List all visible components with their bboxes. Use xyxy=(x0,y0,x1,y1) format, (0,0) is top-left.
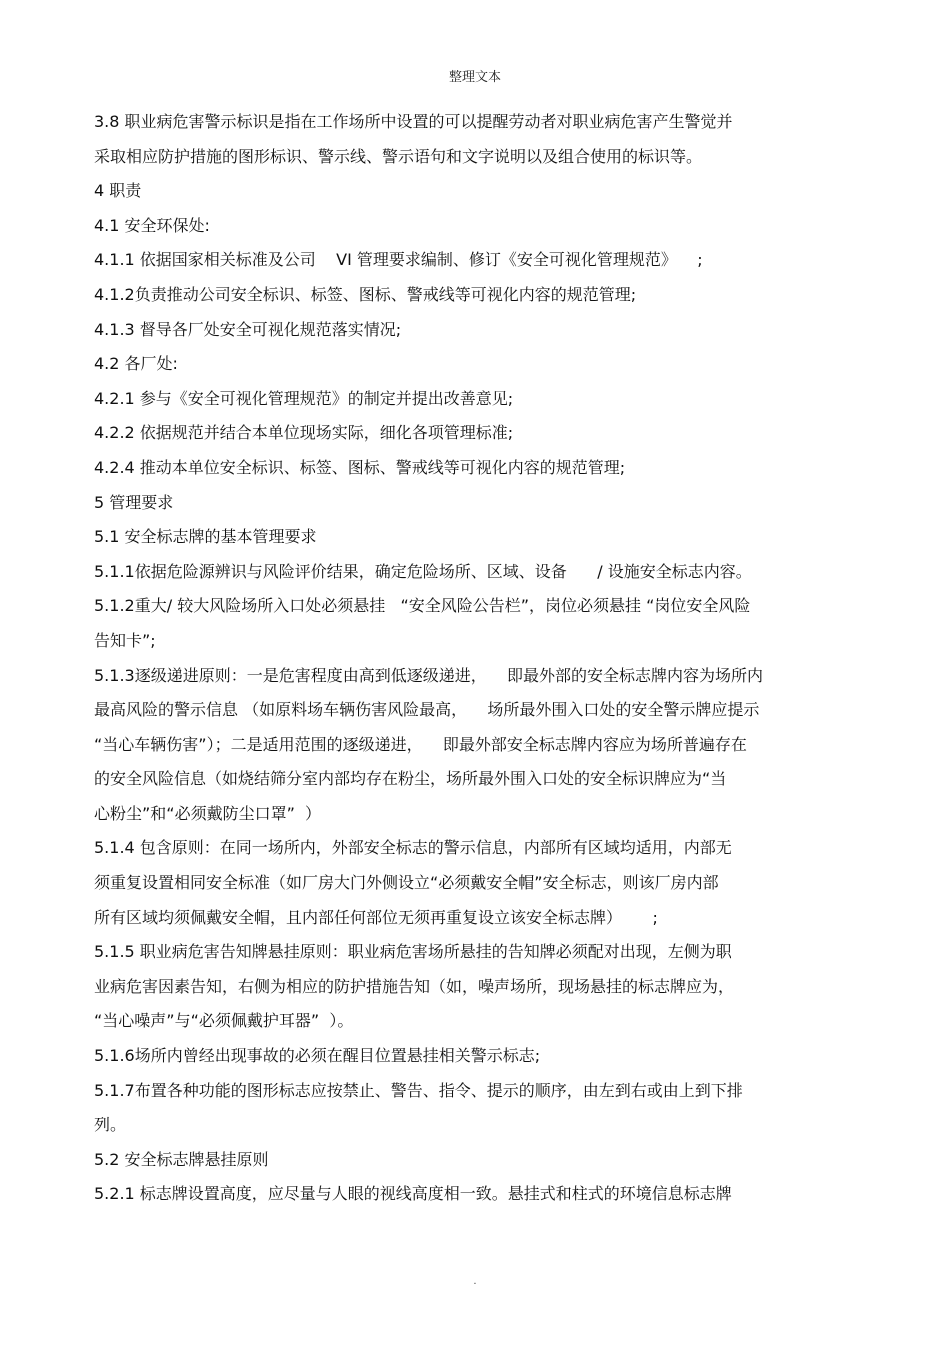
page-header: 整理文本 xyxy=(448,70,501,85)
text-line: 5.1 安全标志牌的基本管理要求 xyxy=(94,527,317,547)
text-line: 5.1.5 职业病危害告知牌悬挂原则：职业病危害场所悬挂的告知牌必须配对出现，左侧为职 xyxy=(94,942,732,962)
text-line: 告知卡”; xyxy=(94,630,156,650)
text-line: 5.1.2重大/ 较大风险场所入口处必须悬挂 “安全风险公告栏”，岗位必须悬挂 “岗位安全风险 xyxy=(94,596,751,616)
text-line: 的安全风险信息（如烧结筛分室内部均存在粉尘，场所最外围入口处的安全标识牌应为“当 xyxy=(94,769,727,789)
text-line: 5.2 安全标志牌悬挂原则 xyxy=(94,1149,269,1169)
text-line: 4.1.1 依据国家相关标准及公司 VI 管理要求编制、修订《安全可视化管理规范》 ; xyxy=(94,250,703,270)
text-line: 所有区域均须佩戴安全帽，且内部任何部位无须再重复设立该安全标志牌） ; xyxy=(94,907,658,927)
text-line: “当心车辆伤害”）；二是适用范围的逐级递进， 即最外部安全标志牌内容应为场所普遍存在 xyxy=(94,734,747,754)
text-line: 4.2.2 依据规范并结合本单位现场实际，细化各项管理标准; xyxy=(94,423,514,443)
text-line: 4.1.2负责推动公司安全标识、标签、图标、警戒线等可视化内容的规范管理; xyxy=(94,284,637,304)
text-line: 须重复设置相同安全标准（如厂房大门外侧设立“必须戴安全帽”安全标志，则该厂房内部 xyxy=(94,873,719,893)
text-line: 5.1.3逐级递进原则：一是危害程度由高到低逐级递进， 即最外部的安全标志牌内容为场所内 xyxy=(94,665,764,685)
text-line: 5.2.1 标志牌设置高度，应尽量与人眼的视线高度相一致。悬挂式和柱式的环境信息标志牌 xyxy=(94,1184,732,1204)
text-line: 5.1.4 包含原则：在同一场所内，外部安全标志的警示信息，内部所有区域均适用，内部无 xyxy=(94,838,732,858)
page-footer-mark: . xyxy=(473,1276,477,1287)
text-line: 5.1.6场所内曾经出现事故的必须在醒目位置悬挂相关警示标志; xyxy=(94,1046,541,1066)
text-line: 4.2 各厂处: xyxy=(94,354,178,374)
text-line: “当心噪声”与“必须佩戴护耳器” ）。 xyxy=(94,1011,354,1031)
text-line: 业病危害因素告知，右侧为相应的防护措施告知（如，噪声场所，现场悬挂的标志牌应为， xyxy=(94,976,735,996)
text-line: 采取相应防护措施的图形标识、警示线、警示语句和文字说明以及组合使用的标识等。 xyxy=(94,146,703,166)
text-line: 最高风险的警示信息 （如原料场车辆伤害风险最高， 场所最外围入口处的安全警示牌应提示 xyxy=(94,700,760,720)
text-line: 5.1.1依据危险源辨识与风险评价结果，确定危险场所、区域、设备 / 设施安全标志内容。 xyxy=(94,561,752,581)
text-line: 心粉尘”和“必须戴防尘口罩” ） xyxy=(94,803,322,823)
section-heading: 4 职责 xyxy=(94,181,142,201)
text-line: 5.1.7布置各种功能的图形标志应按禁止、警告、指令、提示的顺序，由左到右或由上到下排 xyxy=(94,1080,743,1100)
text-line: 4.2.1 参与《安全可视化管理规范》的制定并提出改善意见; xyxy=(94,388,514,408)
section-heading: 5 管理要求 xyxy=(94,492,174,512)
text-line: 4.2.4 推动本单位安全标识、标签、图标、警戒线等可视化内容的规范管理; xyxy=(94,457,626,477)
text-line: 列。 xyxy=(94,1115,127,1135)
text-line: 3.8 职业病危害警示标识是指在工作场所中设置的可以提醒劳动者对职业病危害产生警觉并 xyxy=(94,112,733,131)
document-body xyxy=(94,105,864,1212)
text-line: 4.1 安全环保处: xyxy=(94,215,210,235)
text-line: 4.1.3 督导各厂处安全可视化规范落实情况; xyxy=(94,319,402,339)
